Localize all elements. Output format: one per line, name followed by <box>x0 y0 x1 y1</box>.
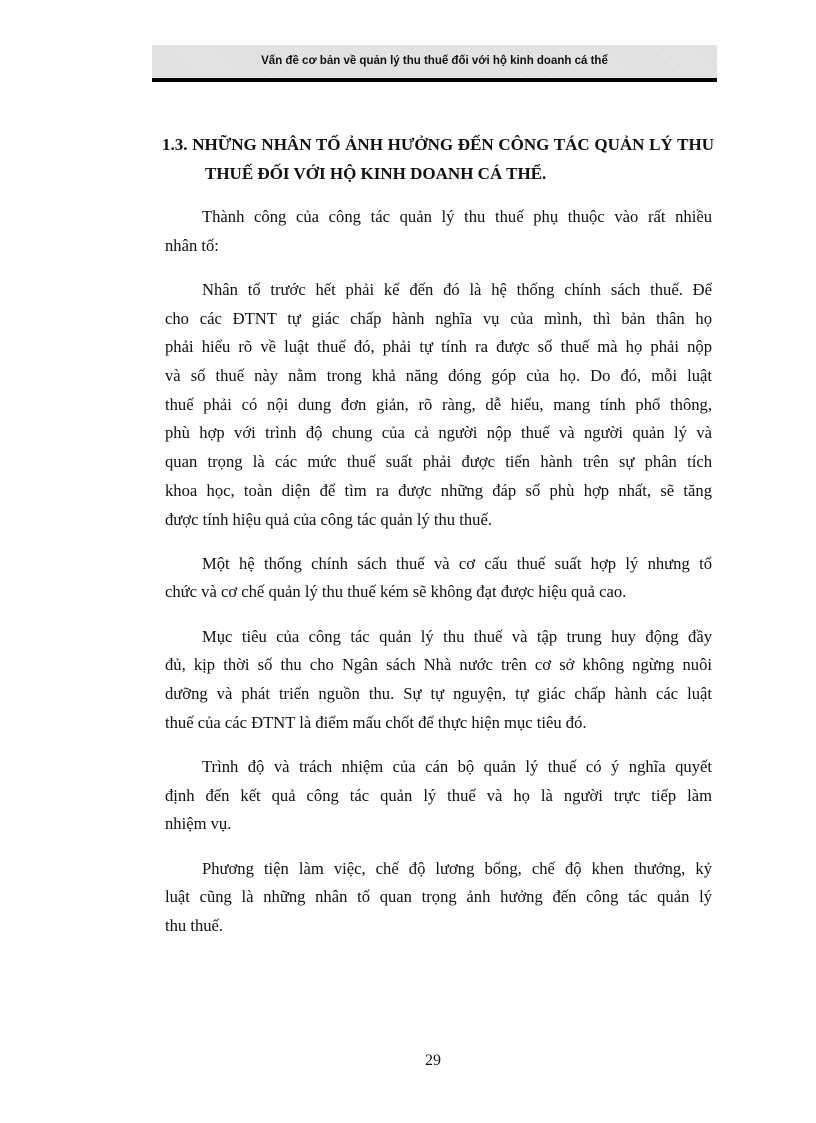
paragraph-line: Thành công của công tác quản lý thu thuế phụ thuộc vào rất nhiều <box>202 207 712 226</box>
paragraph-line: cho các ĐTNT tự giác chấp hành nghĩa vụ của mình, thì bản thân họ <box>165 308 712 328</box>
page-number: 29 <box>425 1052 441 1069</box>
paragraph-line: Nhân tố trước hết phải kể đến đó là hệ thống chính sách thuế. Để <box>202 279 712 299</box>
paragraph <box>165 855 712 941</box>
paragraph-line: định đến kết quả công tác quản lý thuế và họ là người trực tiếp làm <box>165 785 712 805</box>
paragraph <box>165 203 712 260</box>
paragraph-line: thu thuế. <box>165 915 224 935</box>
paragraph-line: đủ, kịp thời số thu cho Ngân sách Nhà nước trên cơ sở không ngừng nuôi <box>165 655 712 675</box>
paragraph <box>165 623 712 738</box>
paragraph-line: khoa học, toàn diện để tìm ra được những đáp số phù hợp nhất, sẽ tăng <box>165 480 712 500</box>
paragraph-line: dưỡng và phát triển nguồn thu. Sự tự nguyện, tự giác chấp hành các luật <box>165 684 712 704</box>
paragraph-line: phải hiểu rõ về luật thuế đó, phải tự tính ra được số thuế mà họ phải nộp <box>165 337 712 357</box>
paragraph <box>165 550 712 607</box>
paragraph-line: thuế phải có nội dung đơn giản, rõ ràng, dễ hiểu, mang tính phổ thông, <box>165 394 712 414</box>
paragraph-line: luật cũng là những nhân tố quan trọng ảnh hưởng đến công tác quản lý <box>165 887 712 907</box>
paragraph-line: thuế của các ĐTNT là điểm mấu chốt để thực hiện mục tiêu đó. <box>165 712 587 732</box>
paragraph-line: và số thuế này nằm trong khả năng đóng góp của họ. Do đó, mỗi luật <box>165 366 712 386</box>
paragraph-line: quan trọng là các mức thuế suất phải được tiến hành trên sự phân tích <box>165 452 712 472</box>
paragraph-line: phù hợp với trình độ chung của cả người nộp thuế và người quản lý và <box>165 423 712 443</box>
paragraph-line: Phương tiện làm việc, chế độ lương bổng, chế độ khen thưởng, kỷ <box>202 858 712 878</box>
section-title <box>162 130 714 188</box>
paragraph-line: Mục tiêu của công tác quản lý thu thuế và tập trung huy động đầy <box>202 626 712 646</box>
paragraph-line: chức và cơ chế quản lý thu thuế kém sẽ không đạt được hiệu quả cao. <box>165 582 627 602</box>
paragraph-line: được tính hiệu quả của công tác quản lý thu thuế. <box>165 509 492 529</box>
running-header-title: Vấn đề cơ bản về quản lý thu thuế đối với hộ kinh doanh cá thể <box>261 55 608 67</box>
paragraph <box>165 276 712 534</box>
paragraph-line: nhân tố: <box>165 235 219 255</box>
paragraph-line: Một hệ thống chính sách thuế và cơ cấu thuế suất hợp lý nhưng tổ <box>202 553 712 573</box>
paragraph-line: nhiệm vụ. <box>165 814 232 834</box>
running-header <box>152 45 717 78</box>
body-text <box>165 203 712 956</box>
section-title-line: THUẾ ĐỐI VỚI HỘ KINH DOANH CÁ THỂ. <box>205 164 547 183</box>
header-rule <box>152 78 717 82</box>
section-title-line: 1.3. NHỮNG NHÂN TỐ ẢNH HƯỞNG ĐẾN CÔNG TÁC QUẢN LÝ THU <box>162 135 714 154</box>
paragraph-line: Trình độ và trách nhiệm của cán bộ quản lý thuế có ý nghĩa quyết <box>202 756 712 776</box>
paragraph <box>165 753 712 839</box>
